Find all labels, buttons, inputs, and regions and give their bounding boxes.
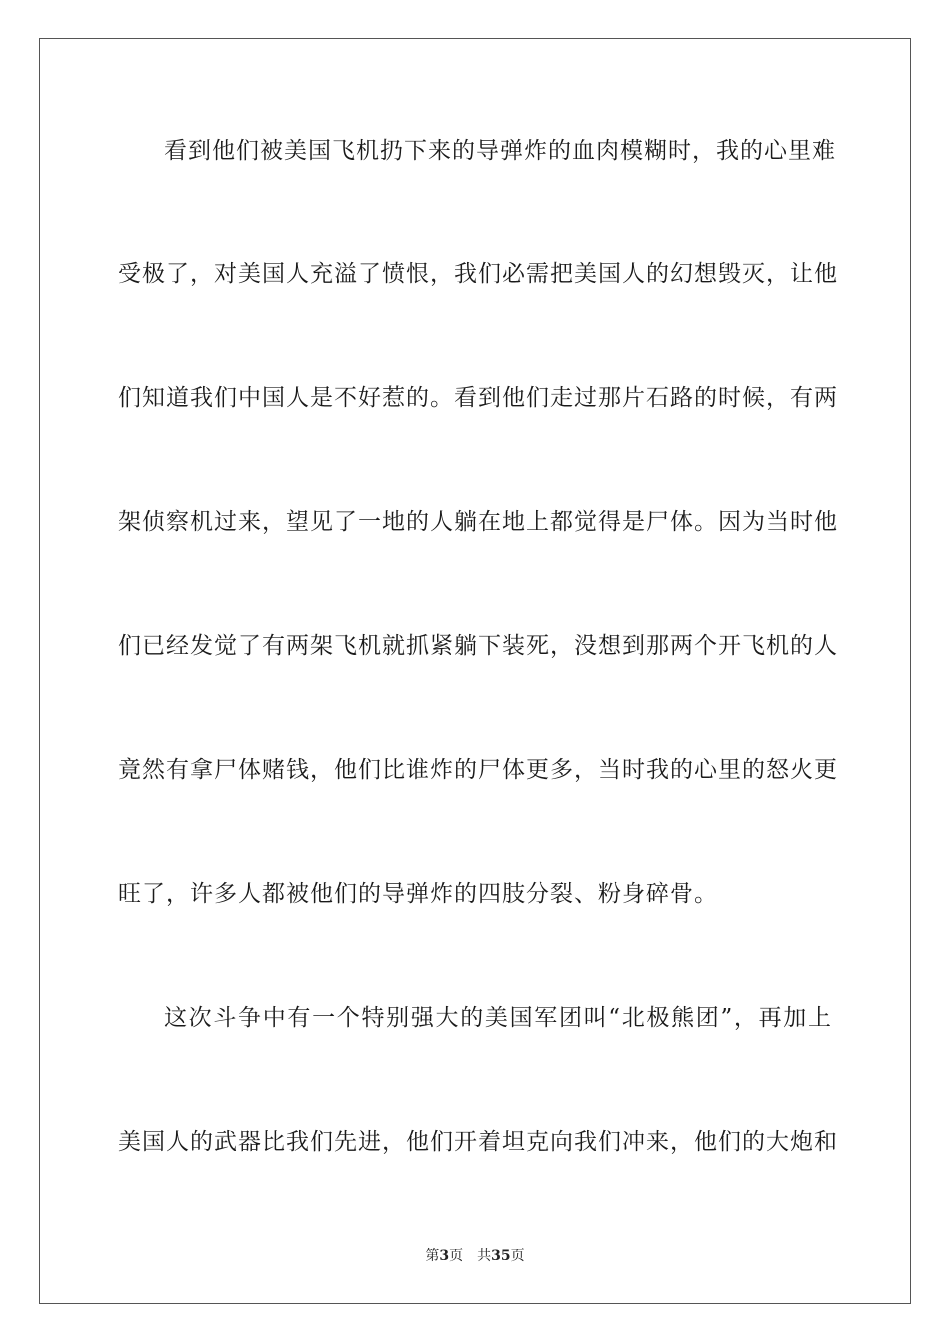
total-suffix: 页 <box>510 1248 525 1264</box>
total-prefix: 共 <box>477 1248 492 1264</box>
paragraph-line: 架侦察机过来，望见了一地的人躺在地上都觉得是尸体。因为当时他 <box>118 509 838 535</box>
paragraph-line: 竟然有拿尸体赌钱，他们比谁炸的尸体更多，当时我的心里的怒火更 <box>118 757 838 783</box>
page-footer <box>0 1246 950 1266</box>
paragraph-line: 旺了，许多人都被他们的导弹炸的四肢分裂、粉身碎骨。 <box>118 881 718 907</box>
total-pages: 35 <box>491 1248 511 1264</box>
paragraph-line: 这次斗争中有一个特别强大的美国军团叫“北极熊团”，再加上 <box>164 1005 832 1031</box>
paragraph-line: 们已经发觉了有两架飞机就抓紧躺下装死，没想到那两个开飞机的人 <box>118 633 838 659</box>
page-number: 3 <box>439 1248 450 1264</box>
paragraph-line: 们知道我们中国人是不好惹的。看到他们走过那片石路的时候，有两 <box>118 385 838 411</box>
paragraph-line: 受极了，对美国人充溢了愤恨，我们必需把美国人的幻想毁灭，让他 <box>118 261 838 287</box>
page-border <box>39 38 911 1304</box>
paragraph-line: 看到他们被美国飞机扔下来的导弹炸的血肉模糊时，我的心里难 <box>164 138 836 164</box>
page-prefix: 第 <box>425 1248 440 1264</box>
page-suffix: 页 <box>449 1248 464 1264</box>
paragraph-line: 美国人的武器比我们先进，他们开着坦克向我们冲来，他们的大炮和 <box>118 1129 838 1155</box>
